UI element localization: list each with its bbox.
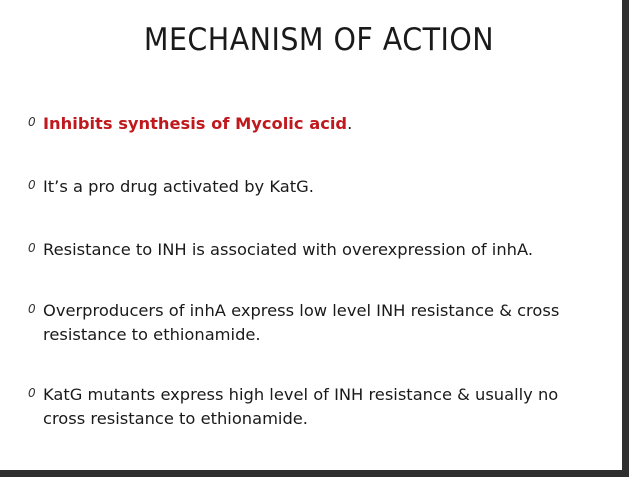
bullet-text: Resistance to INH is associated with overexpression of inhA. [43,240,533,259]
bullet-text: Overproducers of inhA express low level INH resistance & cross resistance to ethionamide. [43,301,560,344]
bullet-highlight: Inhibits synthesis of Mycolic acid [43,114,348,133]
bullet-marker: 0 [28,386,36,400]
bullet-text: It’s a pro drug activated by KatG. [43,177,314,196]
bullet-suffix: . [347,114,353,133]
bullet-marker: 0 [28,115,36,129]
bullet-marker: 0 [28,241,36,255]
slide-title: MECHANISM OF ACTION [143,22,495,58]
bullet-text: KatG mutants express high level of INH resistance & usually no cross resistance to ethionamide. [43,385,559,428]
bullet-marker: 0 [28,302,36,316]
bullet-text [43,112,603,136]
bullet-marker: 0 [28,178,36,192]
